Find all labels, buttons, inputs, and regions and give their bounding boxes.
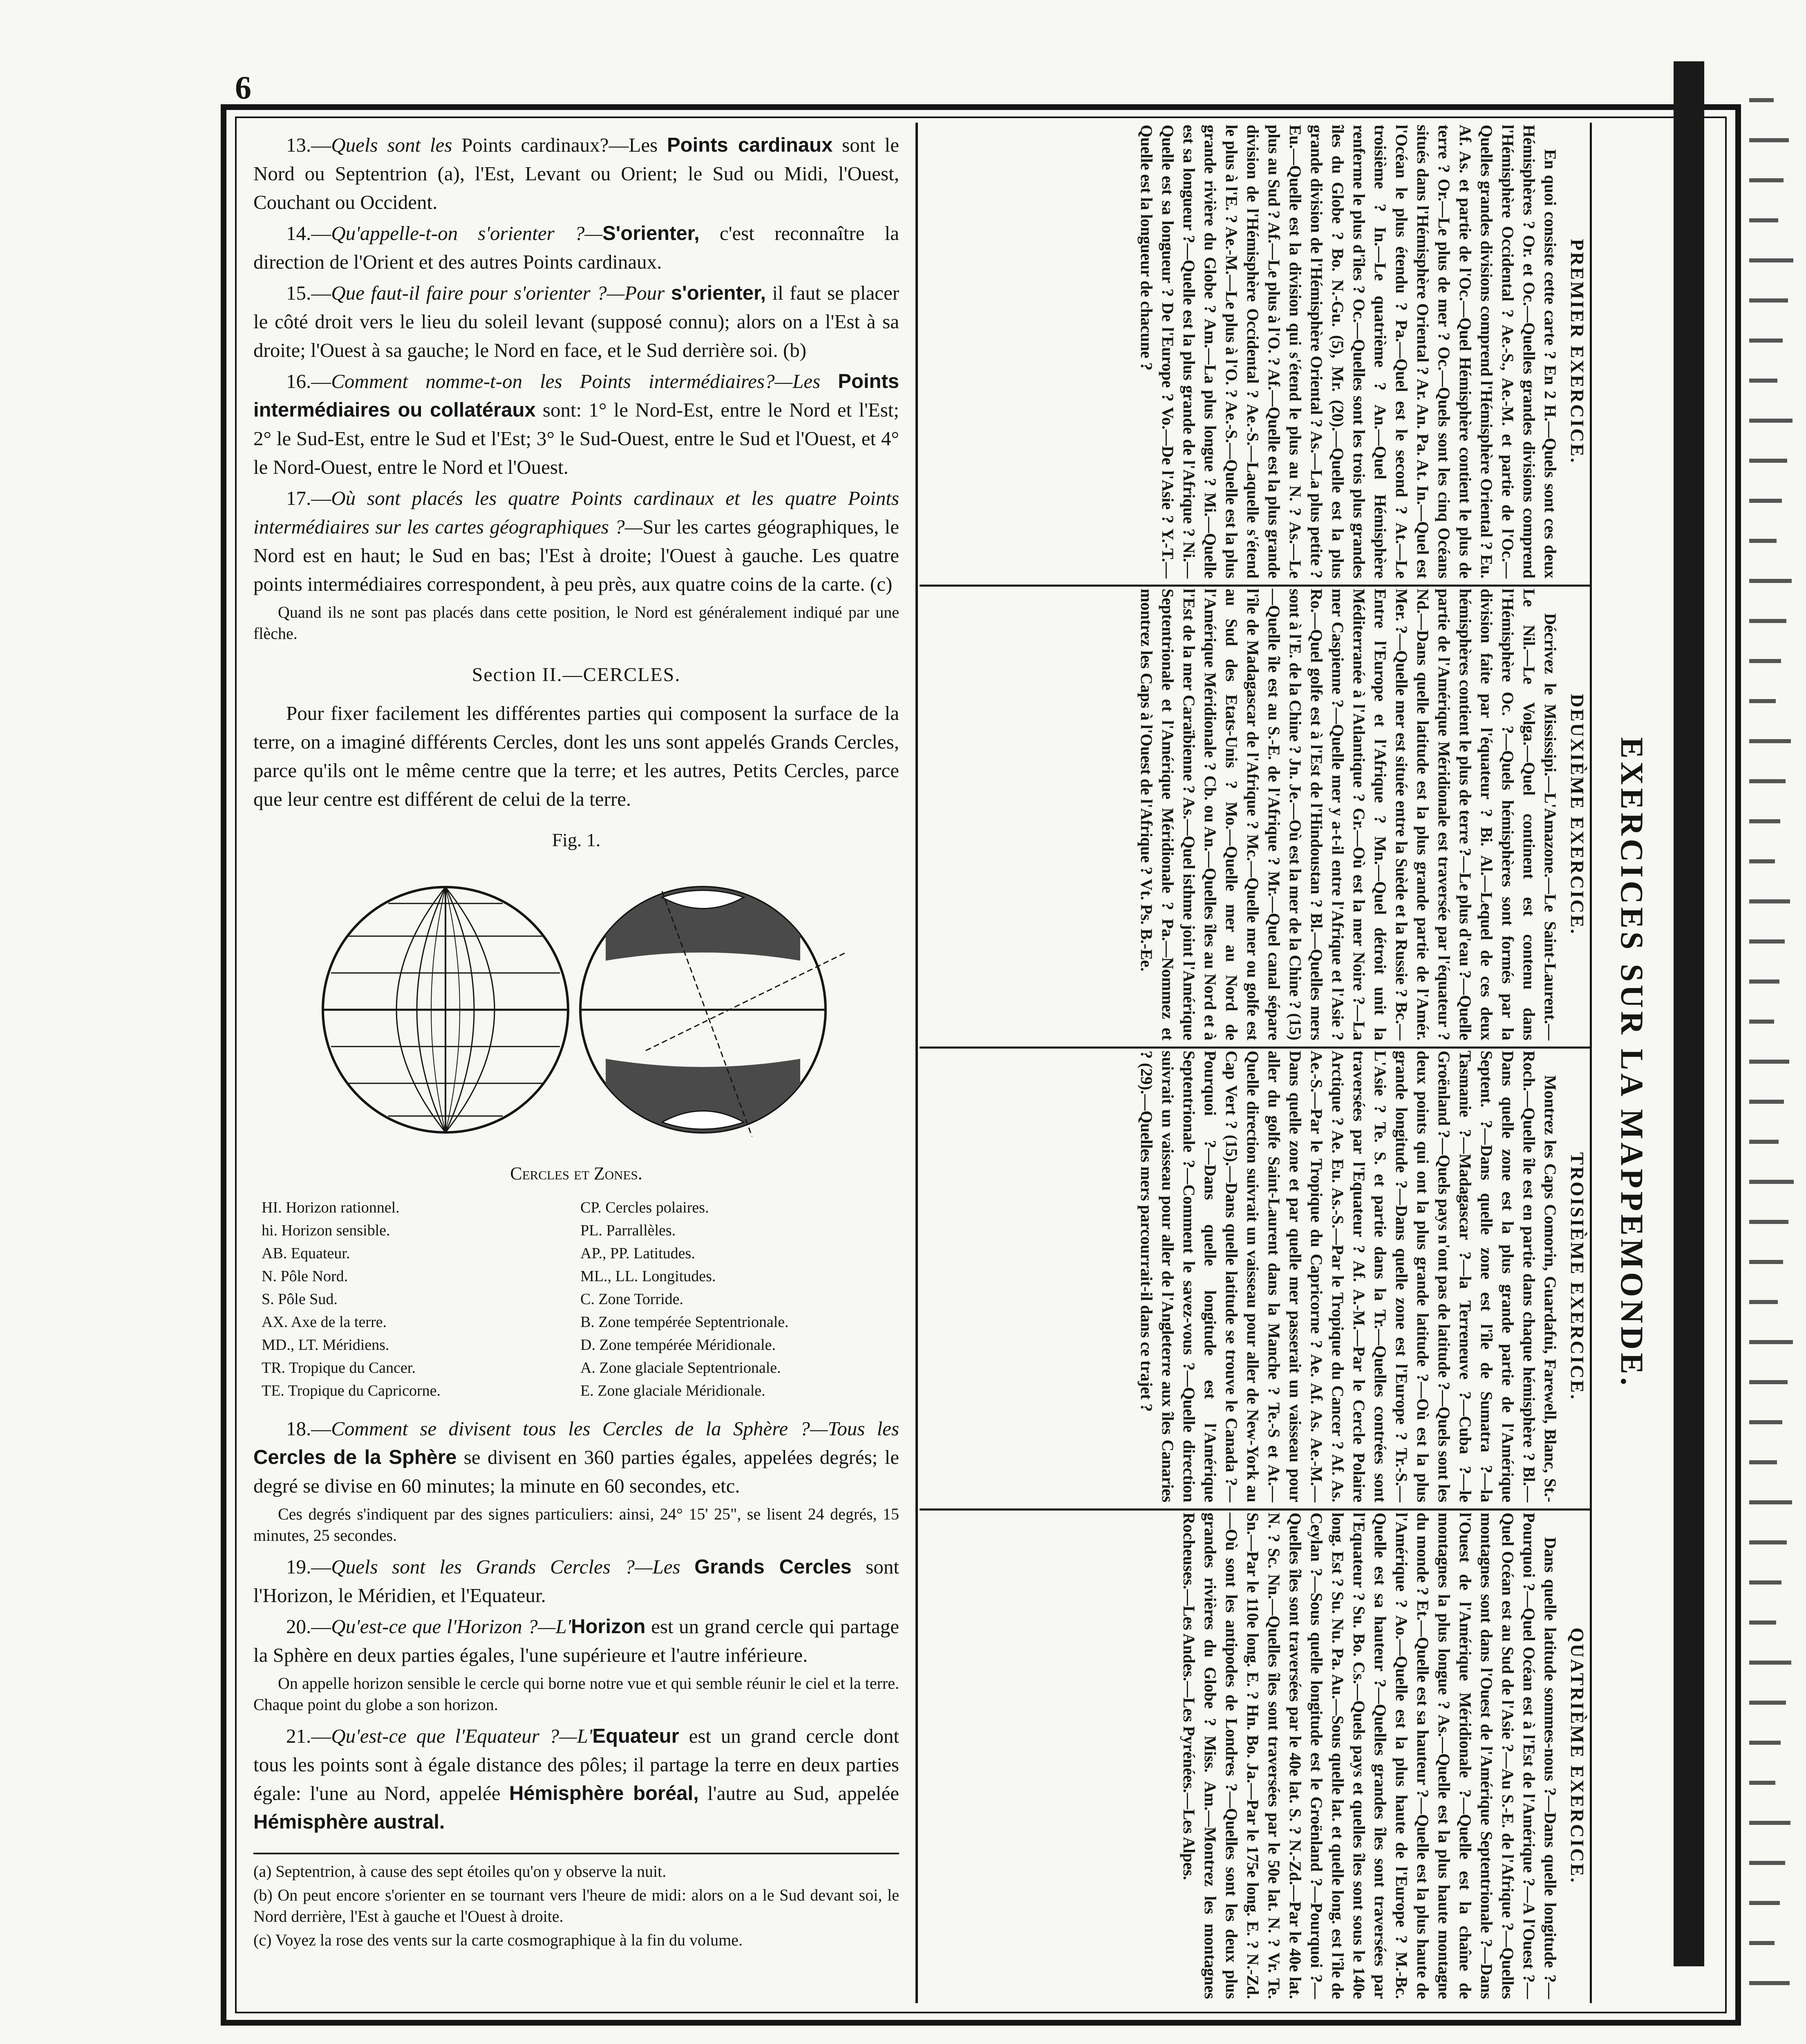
exercise-1-text: En quoi consiste cette carte ? En 2 H.—Quels sont ces deux Hémisphères ? Or. et Oc.—Quelles grandes divisions comprend l'Hémisphère Occidental ? Ae.-S., Ae.-M. et partie de l'Oc.—Quelles grandes divisions comprend l'Hémisphère Oriental ? Eu. Af. As. et partie de l'Oc.—Quel Hémisphère contient le plus de terre ? Or.—Le plus de mer ? Oc.—Quels sont les cinq Océans situés dans l'Hémisphère Oriental ? Ar. An. Pa. At. In.—Quel est l'Océan le plus étendu ? Pa.—Quel est le second ? At.—Le troisième ? In.—Le quatrième ? An.—Quel Hémisphère renferme le plus d'îles ? Oc.—Quelles sont les trois plus grandes îles du Globe ? Bo. N.-Gu. (5), Mr. (20).—Quelle est la plus grande division de l'Hémisphère Oriental ? As.—La plus petite ? Eu.—Quelle est la division qui s'étend le plus au N. ? As.—Le plus au Sud ? Af.—Le plus à l'O. ? Af.—Quelle est la plus grande division de l'Hémisphère Occidental ? Ae.-S.—Laquelle s'étend le plus à l'E. ? Ae.-M.—Le plus à l'O. ? Ae.-S.—Quelle est la plus grande rivière du Globe ? Am.—La plus longue ? Mi.—Quelle est sa longueur ?—Quelle est la plus grande de l'Afrique ? Ni.—Quelle est sa longueur ? De l'Europe ? Vo.—De l'Asie ? Y.-T.—Quelle est la longueur de chacune ? [1137, 125, 1560, 578]
section-title: Section II.—CERCLES. [472, 664, 681, 686]
legend-item: B. Zone tempérée Septentrionale. [580, 1313, 789, 1331]
footnote-b: (b) On peut encore s'orienter en se tournant vers l'heure de midi: alors on a le Sud devant soi, le Nord derrière, l'Est à gauche et l'Ouest à droite. [253, 1886, 899, 1925]
exercise-separator-3 [920, 1508, 1590, 1511]
note-18: Ces degrés s'indiquent par des signes particuliers: ainsi, 24° 15' 25", se lisent 24 degrés, 15 minutes, 25 secondes. [253, 1505, 899, 1544]
edge-tick [1749, 1100, 1784, 1104]
edge-tick [1749, 1340, 1793, 1344]
legend-column-right [580, 1196, 899, 1402]
exercises-header [1596, 123, 1667, 2003]
exercise-2 [922, 589, 1588, 1044]
exercise-3-text: Montrez les Caps Comorin, Guardafui, Farewell, Blanc, St.-Roch.—Quelle île est en partie dans chaque hémisphère ? Bl.—Dans quelle zone est la plus grande partie de l'Amérique Septent. ?—Dans quelle zone est l'île de Sumatra ?—la Tasmanie ?—Madagascar ?—la Terreneuve ?—Cuba ?—le Groënland ?—Quels pays n'ont pas de latitude ?—Quels sont les deux points qui ont la plus grande latitude ?—Où est la plus grande longitude ?—Dans quelle zone est l'Europe ? Tr.-S.—L'Asie ? Te. S. et partie dans la Tr.—Quelles contrées sont traversées par l'Equateur ? Af. A.-M.—Par le Cercle Polaire Arctique ? Ae. Eu. As.-S.—Par le Tropique du Cancer ? Af. As. Ae.-S.—Par le Tropique du Capricorne ? Ae. Af. As. Ae.-M.—Dans quelle zone et par quelle mer passerait un vaisseau pour aller du golfe Saint-Laurent dans la Manche ? Te.-S et At.—Quelle direction suivrait un vaisseau pour aller de New-York au Cap Vert ? (15).—Dans quelle latitude se trouve le Canada ?—Pourquoi ?—Dans quelle longitude est l'Amérique Septentrionale ?—Comment le savez-vous ?—Quelle direction suivrait un vaisseau pour aller de l'Angleterre aux îles Canaries ? (29).—Quelles mers parcourrait-il dans ce trajet ? [1137, 1051, 1560, 1502]
edge-tick [1749, 1781, 1775, 1785]
adjacent-page-edge [1749, 82, 1798, 2044]
question-15: 15.—Que faut-il faire pour s'orienter ?—Pour s'orienter, il faut se placer le côté droit vers le lieu du soleil levant (supposé connu); alors on a l'Est à sa droite; l'Ouest à sa gauche; le Nord en face, et le Sud derrière soi. (b) [253, 282, 900, 361]
edge-tick [1749, 1180, 1794, 1184]
binding-strip [1674, 61, 1704, 1966]
question-21: 21.—Qu'est-ce que l'Equateur ?—L'Equateur est un grand cercle dont tous les points sont à égale distance des pôles; il partage la terre en deux parties égale: l'une au Nord, appelée Hémisphère boréal, l'autre au Sud, appelée Hémisphère austral. [253, 1725, 899, 1833]
horizon-line [646, 953, 846, 1051]
note-20: On appelle horizon sensible le cercle qui borne notre vue et qui semble réunir le ciel et la terre. Chaque point du globe a son horizon. [253, 1674, 899, 1714]
section-intro: Pour fixer facilement les différentes parties qui composent la surface de la terre, on a imaginé différents Cercles, dont les uns sont appelés Grands Cercles, parce qu'ils ont le même centre que la terre; et les autres, Petits Cercles, parce que leur centre est différent de celui de la terre. [253, 702, 899, 810]
edge-tick [1749, 218, 1778, 222]
question-17: 17.—Où sont placés les quatre Points cardinaux et les quatre Points intermédiaires sur les cartes géographiques ?—Sur les cartes géographiques, le Nord est en haut; le Sud en bas; l'Est à droite; l'Ouest à gauche. Les quatre points intermédiaires correspondent, à peu près, aux quatre coins de la carte. (c) [253, 487, 899, 595]
legend-item: TE. Tropique du Capricorne. [262, 1382, 441, 1399]
edge-tick [1749, 1420, 1782, 1424]
legend-item: A. Zone glaciale Septentrionale. [580, 1359, 781, 1376]
legend-item: D. Zone tempérée Méridionale. [580, 1336, 776, 1354]
legend-column-left [262, 1196, 580, 1402]
legend-item: E. Zone glaciale Méridionale. [580, 1382, 765, 1399]
edge-tick [1749, 659, 1781, 663]
edge-tick [1749, 298, 1788, 303]
figure-legend [262, 1196, 899, 1402]
edge-tick [1749, 1620, 1776, 1625]
exercise-separator-1 [920, 585, 1590, 587]
footnote-c: (c) Voyez la rose des vents sur la carte cosmographique à la fin du volume. [253, 1931, 743, 1949]
left-column [253, 131, 899, 1953]
legend-item: S. Pôle Sud. [262, 1291, 338, 1308]
edge-tick [1749, 1701, 1786, 1705]
edge-tick [1749, 1941, 1775, 1945]
legend-item: N. Pôle Nord. [262, 1268, 348, 1285]
question-14: 14.—Qu'appelle-t-on s'orienter ?—S'orienter, c'est reconnaître la direction de l'Orient et des autres Points cardinaux. [253, 222, 899, 273]
edge-tick [1749, 419, 1793, 423]
legend-item: hi. Horizon sensible. [262, 1222, 390, 1239]
edge-tick [1749, 1741, 1781, 1745]
edge-tick [1749, 859, 1775, 863]
edge-tick [1749, 1300, 1778, 1304]
edge-tick [1749, 1580, 1781, 1585]
globe-figure [253, 858, 899, 1153]
question-19: 19.—Quels sont les Grands Cercles ?—Les Grands Cercles sont l'Horizon, le Méridien, et l'Equateur. [253, 1555, 899, 1607]
legend-item: MD., LT. Méridiens. [262, 1336, 389, 1354]
edge-tick [1749, 1540, 1787, 1544]
edge-tick [1749, 98, 1774, 102]
edge-tick [1749, 1220, 1788, 1224]
edge-tick [1749, 899, 1790, 903]
edge-tick [1749, 1060, 1789, 1064]
exercise-2-text: Décrivez le Mississipi.—L'Amazone.—Le Saint-Laurent.—Le Nil.—Le Volga.—Quel continent est contenu dans l'Hémisphère Oc. ?—Quels hémisphères sont formés par la division faite par l'équateur ? Bi. Al.—Lequel de ces deux hémisphères contient le plus de terre ?—Le plus d'eau ?—Quelle partie de l'Amérique Méridionale est traversée par l'équateur ? Nd.—Dans quelle latitude est la plus grande partie de l'Amér. Mer. ?—Quelle mer est située entre la Suède et la Russie ? Bc.—Entre l'Europe et l'Afrique ? Mn.—Quel détroit unit la Méditerranée à l'Atlantique ? Gr.—Où est la mer Noire ?—La mer Caspienne ?—Quelle mer y a-t-il entre l'Afrique et l'Asie ? Ro.—Quel golfe est à l'Est de l'Hindoustan ? Bl.—Quelles mers sont à l'E. de la Chine ? Jn. Je.—Où est la mer de la Chine ? (15)—Quelle île est au S.-E. de l'Afrique ? Mr.—Quel canal sépare l'île de Madagascar de l'Afrique ? Mc.—Quelle mer ou golfe est au Sud des Etats-Unis ? Mo.—Quelle mer au Nord de l'Amérique Méridionale ? Cb. ou An.—Quelles îles au Nord et à l'Est de la mer Caraïbienne ? As.—Quel isthme joint l'Amérique Septentrionale et l'Amérique Méridionale ? Pa.—Nommez et montrez les Caps à l'Ouest de l'Afrique ? Vt. Ps. B.-Ee. [1137, 589, 1560, 1040]
western-hemisphere [323, 887, 568, 1132]
note-17: Quand ils ne sont pas placés dans cette position, le Nord est généralement indiqué par une flèche. [253, 603, 899, 643]
exercise-4-text: Dans quelle latitude sommes-nous ?—Dans quelle longitude ?—Pourquoi ?—Quel Océan est à l'Est de l'Amérique ?—A l'Ouest ?—Quel Océan est au Sud de l'Asie ?—Au S.-E. de l'Afrique ?—Quelles montagnes sont dans l'Ouest de l'Amérique Septentrionale ?—Dans l'Ouest de l'Amérique Méridionale ?—Quelle est la chaîne de montagnes la plus longue ? As.—Quelle est la plus haute montagne du monde ? Et.—Quelle est sa hauteur ?—Quelle est la plus haute de l'Amérique ? Ao.—Quelle est la plus haute de l'Europe ? M.-Bc. Quelle est sa hauteur ?—Quelles grandes îles sont traversées par l'Equateur ? Su. Bo. Cs.—Quels pays et quelles îles sont sous le 140e long. Est ? Su. Nu. Pa. Au.—Sous quelle lat. et quelle long. est l'île de Ceylan ?—Sous quelle longitude est le Groënland ?—Pourquoi ?—Quelles îles sont traversées par le 40e lat. S. ? N.-Zd.—Par le 40e lat. N. ? Sc. Nn.—Quelles îles sont traversées par le 50e lat. N. ? Vr. Te. Sn.—Par le 110e long. E. ? Hn. Bo. Ja.—Par le 175e long. E. ? N.-Zd.—Où sont les antipodes de Londres ?—Quelles sont les deux plus grandes rivières du Globe ? Miss. Am.—Montrez les montagnes Rocheuses.—Les Andes.—Les Pyrénées.—Les Alpes. [1180, 1513, 1560, 1999]
edge-tick [1749, 1821, 1790, 1825]
column-divider [915, 123, 918, 2003]
edge-tick [1749, 739, 1791, 743]
edge-tick [1749, 1661, 1791, 1665]
edge-tick [1749, 939, 1785, 944]
eastern-hemisphere [580, 887, 846, 1136]
edge-tick [1749, 979, 1779, 984]
edge-tick [1749, 1260, 1783, 1264]
exercise-header-divider [1590, 123, 1592, 2003]
edge-tick [1749, 819, 1780, 823]
legend-title: Cercles et Zones. [510, 1163, 642, 1183]
legend-item: CP. Cercles polaires. [580, 1199, 709, 1216]
exercise-separator-2 [920, 1047, 1590, 1049]
exercise-2-title: DEUXIÈME EXERCICE. [1567, 694, 1588, 935]
figure-title: Fig. 1. [552, 829, 601, 850]
legend-item: AX. Axe de la terre. [262, 1313, 387, 1331]
edge-tick [1749, 779, 1786, 783]
legend-item: AP., PP. Latitudes. [580, 1245, 695, 1262]
exercise-4 [922, 1513, 1588, 2003]
legend-item: ML., LL. Longitudes. [580, 1268, 716, 1285]
edge-tick [1749, 258, 1793, 262]
footnote-a: (a) Septentrion, à cause des sept étoiles qu'on y observe la nuit. [253, 1862, 667, 1880]
edge-tick [1749, 1380, 1788, 1384]
edge-tick [1749, 1901, 1780, 1905]
question-16: 16.—Comment nomme-t-on les Points intermédiaires?—Les Points intermédiaires ou collatéraux sont: 1° le Nord-Est, entre le Nord et l'Est; 2° le Sud-Est, entre le Sud et l'Est; 3° le Sud-Ouest, entre le Sud et l'Ouest, et 4° le Nord-Ouest, entre le Nord et l'Ouest. [253, 370, 900, 478]
edge-tick [1749, 539, 1777, 543]
edge-tick [1749, 619, 1786, 623]
edge-tick [1749, 138, 1789, 142]
edge-tick [1749, 1861, 1785, 1865]
edge-tick [1749, 459, 1787, 463]
question-13: 13.—Quels sont les Points cardinaux?—Les Points cardinaux sont le Nord ou Septentrion (a), l'Est, Levant ou Orient; le Sud ou Midi, l'Ouest, Couchant ou Occident. [253, 134, 900, 213]
edge-tick [1749, 579, 1792, 583]
legend-item: PL. Parrallèles. [580, 1222, 676, 1239]
edge-tick [1749, 499, 1782, 503]
question-18: 18.—Comment se divisent tous les Cercles de la Sphère ?—Tous les Cercles de la Sphère se divisent en 360 parties égales, appelées degrés; le degré se divise en 60 minutes; la minute en 60 secondes, etc. [253, 1417, 899, 1497]
edge-tick [1749, 1500, 1792, 1504]
page-number: 6 [235, 70, 251, 106]
edge-tick [1749, 1020, 1774, 1024]
edge-tick [1749, 1140, 1779, 1144]
legend-item: HI. Horizon rationnel. [262, 1199, 400, 1216]
exercise-4-title: QUATRIÈME EXERCICE. [1567, 1627, 1588, 1884]
edge-tick [1749, 1460, 1777, 1464]
edge-tick [1749, 379, 1777, 383]
legend-item: AB. Equateur. [262, 1245, 350, 1262]
edge-tick [1749, 1981, 1790, 1985]
legend-item: C. Zone Torride. [580, 1291, 684, 1308]
edge-tick [1749, 178, 1784, 182]
exercises-header-text: EXERCICES SUR LA MAPPEMONDE. [1614, 737, 1650, 1389]
exercise-3-title: TROISIÈME EXERCICE. [1567, 1152, 1588, 1401]
exercise-1 [922, 125, 1588, 583]
edge-tick [1749, 338, 1783, 343]
exercise-1-title: PREMIER EXERCICE. [1567, 239, 1588, 464]
edge-tick [1749, 699, 1776, 703]
question-20: 20.—Qu'est-ce que l'Horizon ?—L'Horizon est un grand cercle qui partage la Sphère en deux parties égales, l'une supérieure et l'autre inférieure. [253, 1615, 899, 1666]
exercise-3 [922, 1051, 1588, 1506]
footnotes [253, 1853, 899, 1951]
legend-item: TR. Tropique du Cancer. [262, 1359, 416, 1376]
